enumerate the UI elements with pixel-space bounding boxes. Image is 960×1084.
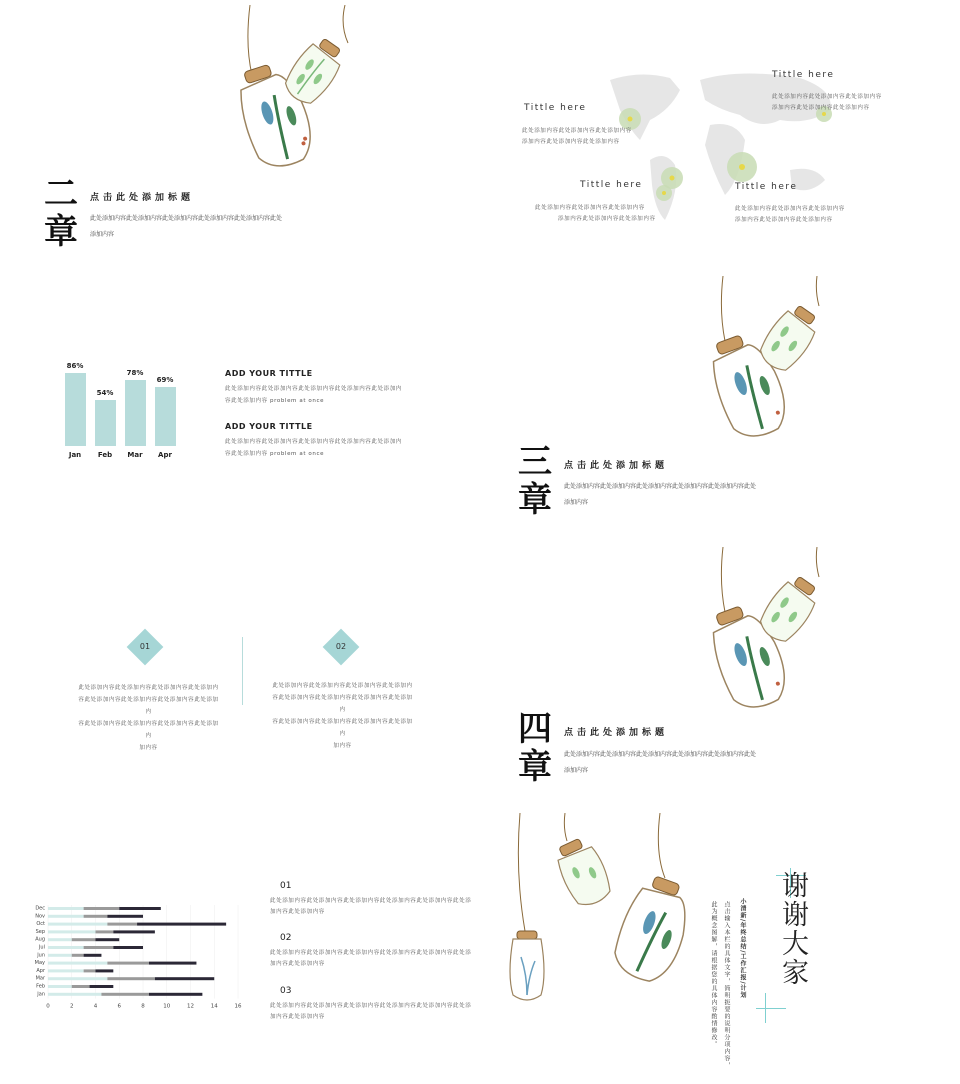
bar-segment-jun-0 — [48, 954, 72, 957]
bar-value-label: 78% — [126, 368, 144, 377]
thanks-desc-col1: 点击输入本栏的具体文字，简明扼要的说明分项内容， — [723, 901, 730, 1069]
hanging-jars-illustration — [495, 813, 695, 1013]
bar-segment-aug-1 — [72, 938, 96, 941]
item-2-line2: 加内容此处添加内容 — [270, 961, 325, 967]
item-1-line2: 容此处添加内容 problem at once — [225, 398, 325, 404]
x-tick-label: 12 — [187, 1003, 194, 1010]
map-label-3-line1: 此处添加内容此处添加内容此处添加内容 — [535, 205, 645, 211]
item-2-title: ADD YOUR TITTLE — [225, 422, 313, 431]
bar-segment-jul-1 — [84, 946, 114, 949]
y-category-label: Jun — [37, 952, 45, 959]
bar-segment-feb-1 — [72, 985, 90, 988]
slide-chapter-4 — [480, 542, 960, 813]
map-label-2-title: Tittle here — [772, 70, 835, 80]
bar-segment-nov-1 — [84, 915, 108, 918]
slide-body-line2: 添加内容 — [564, 767, 589, 774]
thanks-title: 谢谢大家 — [777, 871, 808, 987]
bar-segment-aug-0 — [48, 938, 72, 941]
bar-segment-jan-1 — [101, 993, 149, 996]
bar-segment-nov-2 — [107, 915, 143, 918]
x-tick-label: 8 — [141, 1003, 145, 1010]
y-category-label: Dec — [35, 905, 45, 912]
slide-thank-you — [480, 813, 960, 1084]
bar-segment-jul-0 — [48, 946, 84, 949]
y-category-label: Mar — [35, 975, 45, 982]
bar-segment-sep-1 — [96, 930, 114, 933]
bar-segment-oct-1 — [107, 923, 137, 926]
x-tick-label: 2 — [70, 1003, 74, 1010]
map-label-1-line1: 此处添加内容此处添加内容此处添加内容 — [522, 128, 632, 134]
bar-value-label: 54% — [96, 389, 114, 398]
bar-segment-dec-0 — [48, 907, 84, 910]
slide-body-line2: 添加内容 — [90, 231, 115, 238]
x-tick-label: 10 — [163, 1003, 171, 1010]
bar-segment-jan-2 — [149, 993, 202, 996]
bar-segment-jul-2 — [113, 946, 143, 949]
slide-bar-chart — [0, 271, 480, 542]
slide-heading[interactable]: 点击此处添加标题 — [564, 461, 669, 471]
bar-segment-mar-2 — [155, 977, 214, 980]
bar-segment-oct-0 — [48, 923, 107, 926]
bar-segment-feb-2 — [90, 985, 114, 988]
bar-chart — [60, 351, 190, 471]
slide-body-line1: 此处添加内容此处添加内容此处添加内容此处添加内容此处添加内容此处 — [90, 215, 283, 222]
slide-world-map — [480, 0, 960, 271]
point-2-number: 02 — [335, 642, 347, 651]
bar-segment-may-2 — [149, 962, 197, 965]
map-label-3-title: Tittle here — [580, 180, 643, 190]
bar-segment-apr-0 — [48, 969, 84, 972]
stacked-bar-chart — [20, 901, 250, 1016]
chapter-label: 二章 — [44, 174, 78, 252]
bar-segment-dec-2 — [119, 907, 161, 910]
bar-segment-dec-1 — [84, 907, 120, 910]
bar-segment-nov-0 — [48, 915, 84, 918]
hanging-jars-illustration — [685, 276, 845, 441]
item-2-line1: 此处添加内容此处添加内容此处添加内容此处添加内容此处添加内容此处添 — [270, 950, 472, 956]
point-1-text: 此处添加内容此处添加内容此处添加内容此处添加内 容此处添加内容此处添加内容此处添加内容此处添加内 容此处添加内容此处添加内容此处添加内容此处添加内 加内容 — [78, 685, 219, 751]
map-label-1-line2: 添加内容此处添加内容此处添加内容 — [522, 139, 620, 145]
hanging-jars-illustration — [210, 5, 370, 170]
y-category-label: Sep — [35, 928, 45, 935]
item-1-line2: 加内容此处添加内容 — [270, 909, 325, 915]
slide-chapter-3 — [480, 271, 960, 542]
bar-value-label: 69% — [156, 376, 174, 385]
bar-segment-may-1 — [107, 962, 149, 965]
bar-segment-sep-0 — [48, 930, 96, 933]
bar-feb — [95, 400, 116, 446]
chapter-label: 三章 — [518, 442, 552, 520]
map-label-2-line2: 添加内容此处添加内容此处添加内容 — [772, 105, 870, 111]
item-1-title: ADD YOUR TITTLE — [225, 369, 313, 378]
x-tick-label: 16 — [234, 1003, 242, 1010]
point-1-number: 01 — [139, 642, 151, 651]
bar-mar — [125, 380, 146, 446]
item-1-number: 01 — [280, 881, 292, 891]
y-category-label: Aug — [35, 936, 45, 943]
bar-category-label: Feb — [97, 451, 113, 459]
map-label-2-line1: 此处添加内容此处添加内容此处添加内容 — [772, 94, 882, 100]
item-3-number: 03 — [280, 986, 292, 996]
bar-segment-mar-1 — [107, 977, 155, 980]
item-3-line1: 此处添加内容此处添加内容此处添加内容此处添加内容此处添加内容此处添 — [270, 1003, 472, 1009]
bar-segment-jun-1 — [72, 954, 84, 957]
item-1-line1: 此处添加内容此处添加内容此处添加内容此处添加内容此处添加内容此处添 — [270, 898, 472, 904]
y-category-label: Nov — [35, 913, 45, 920]
y-category-label: Apr — [36, 967, 45, 974]
x-tick-label: 14 — [210, 1003, 218, 1010]
point-2-text: 此处添加内容此处添加内容此处添加内容此处添加内 容此处添加内容此处添加内容此处添加内容此处添加内 容此处添加内容此处添加内容此处添加内容此处添加内 加内容 — [272, 683, 413, 749]
map-label-4-title: Tittle here — [735, 182, 798, 192]
item-2-line2: 容此处添加内容 problem at once — [225, 451, 325, 457]
y-category-label: May — [34, 960, 45, 967]
bar-category-label: Mar — [127, 451, 143, 459]
slide-body-line1: 此处添加内容此处添加内容此处添加内容此处添加内容此处添加内容此处 — [564, 483, 757, 490]
thanks-desc-col2: 此为概念图解，请根据您的具体内容酌情修改。 — [710, 901, 717, 1048]
bar-segment-jan-0 — [48, 993, 101, 996]
bar-segment-may-0 — [48, 962, 107, 965]
bar-category-label: Apr — [158, 451, 172, 459]
y-category-label: Feb — [36, 983, 45, 990]
item-2-number: 02 — [280, 933, 292, 943]
bar-segment-apr-2 — [96, 969, 114, 972]
item-2-line1: 此处添加内容此处添加内容此处添加内容此处添加内容此处添加内 — [225, 439, 402, 445]
accent-line-bottom-h — [756, 1008, 786, 1009]
map-label-1-title: Tittle here — [524, 103, 587, 113]
slide-heading[interactable]: 点击此处添加标题 — [90, 193, 195, 203]
bar-value-label: 86% — [66, 361, 84, 370]
bar-segment-sep-2 — [113, 930, 155, 933]
bar-segment-oct-2 — [137, 923, 226, 926]
bar-segment-feb-0 — [48, 985, 72, 988]
x-tick-label: 0 — [46, 1003, 50, 1010]
item-3-line2: 加内容此处添加内容 — [270, 1014, 325, 1020]
slide-two-points — [0, 542, 480, 813]
slide-body-line2: 添加内容 — [564, 499, 589, 506]
y-category-label: Jan — [37, 991, 45, 998]
slide-chapter-2 — [0, 0, 480, 271]
map-label-4-line2: 添加内容此处添加内容此处添加内容 — [735, 217, 833, 223]
bar-segment-mar-0 — [48, 977, 107, 980]
bar-category-label: Jan — [68, 451, 82, 459]
bar-segment-aug-2 — [96, 938, 120, 941]
hanging-jars-illustration — [685, 547, 845, 712]
map-label-3-line2: 添加内容此处添加内容此处添加内容 — [558, 216, 656, 222]
divider — [242, 637, 243, 705]
bar-apr — [155, 387, 176, 446]
bar-segment-apr-1 — [84, 969, 96, 972]
slide-body-line1: 此处添加内容此处添加内容此处添加内容此处添加内容此处添加内容此处 — [564, 751, 757, 758]
thanks-subtitle: 小清新/年终总结/工作汇报/计划 — [739, 898, 746, 999]
item-1-line1: 此处添加内容此处添加内容此处添加内容此处添加内容此处添加内 — [225, 386, 402, 392]
y-category-label: Oct — [36, 921, 45, 928]
map-label-4-line1: 此处添加内容此处添加内容此处添加内容 — [735, 206, 845, 212]
chapter-label: 四章 — [518, 709, 552, 787]
x-tick-label: 4 — [93, 1003, 98, 1010]
slide-heading[interactable]: 点击此处添加标题 — [564, 728, 669, 738]
bar-segment-jun-2 — [84, 954, 102, 957]
slide-stacked-bar — [0, 813, 480, 1084]
bar-jan — [65, 373, 86, 446]
y-category-label: Jul — [38, 944, 45, 951]
x-tick-label: 6 — [117, 1003, 121, 1010]
